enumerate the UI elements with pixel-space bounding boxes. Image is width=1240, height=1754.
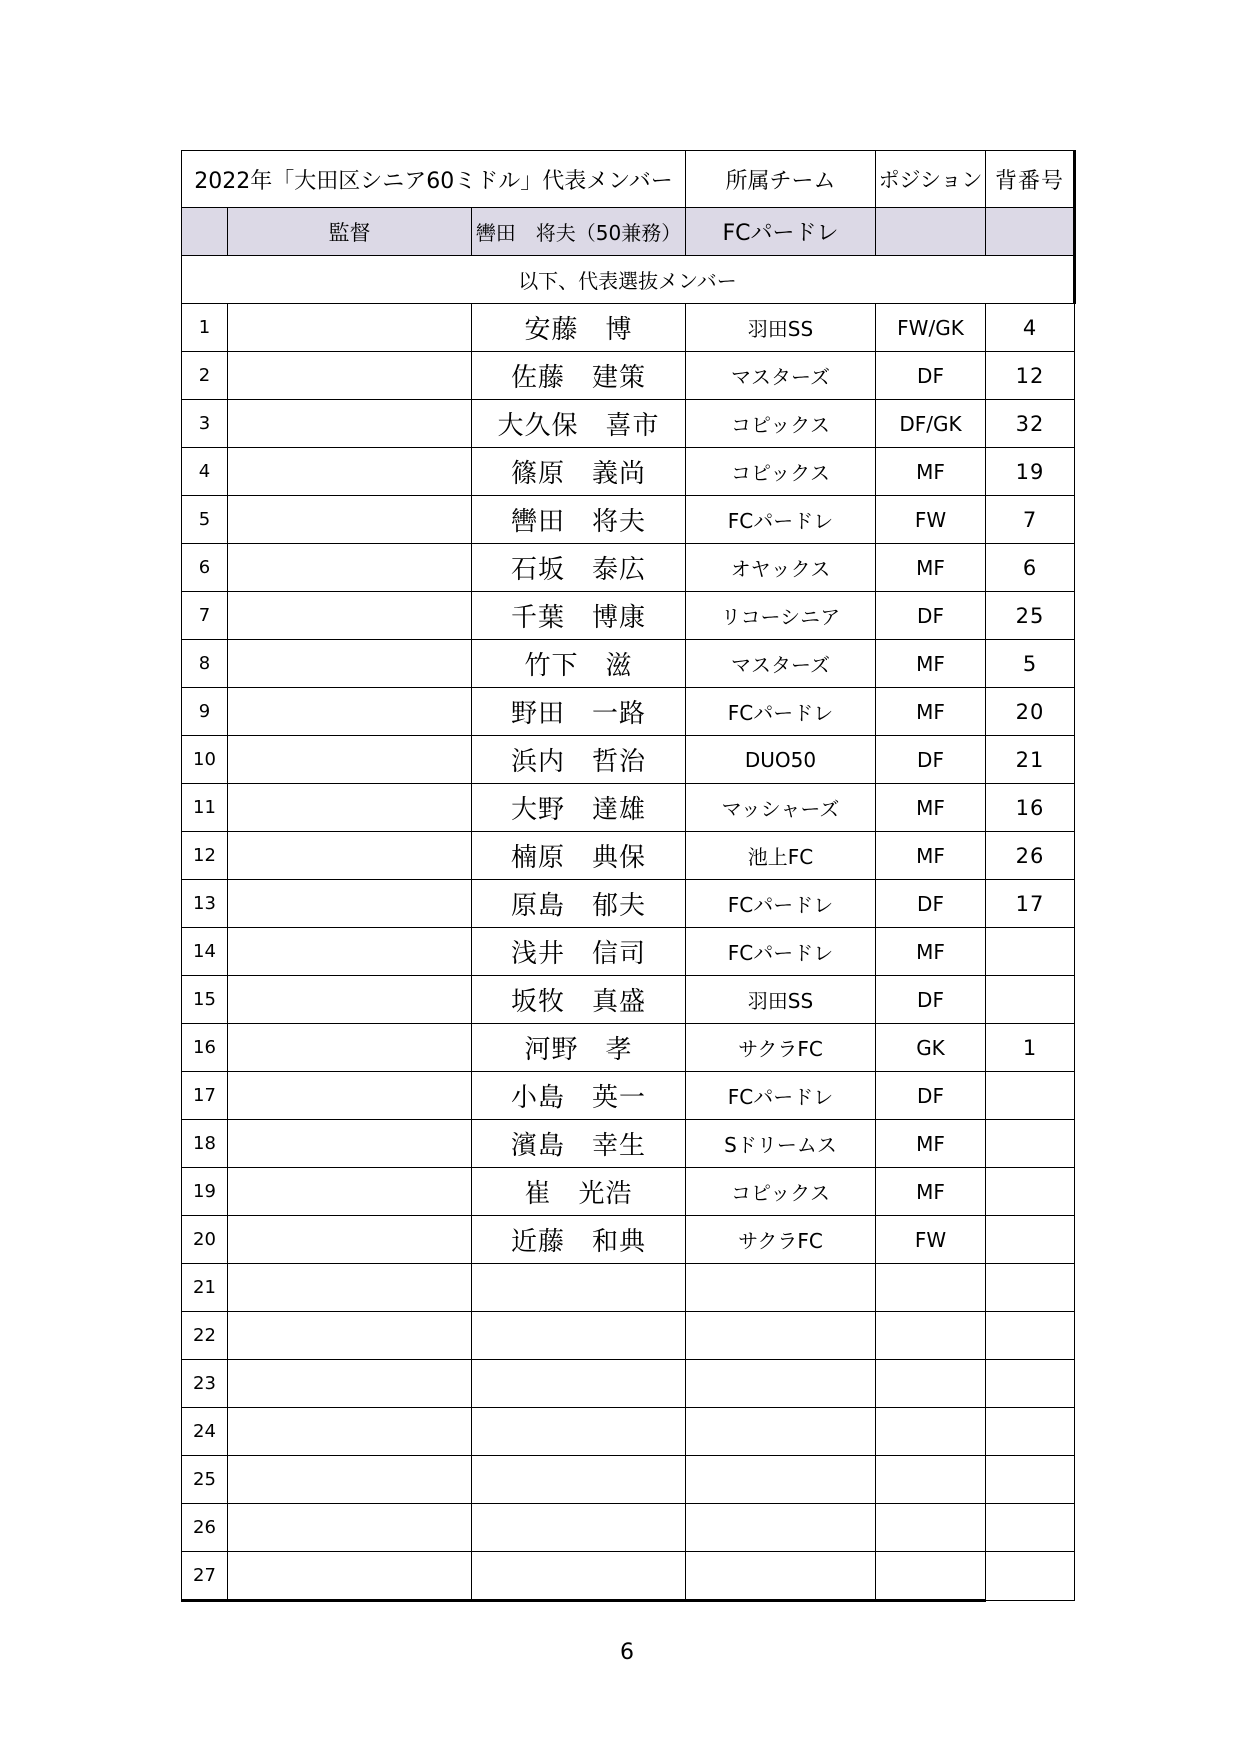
coach-num-cell [182, 208, 228, 256]
player-position: MF [876, 928, 986, 976]
blank-cell [228, 1312, 472, 1360]
player-name: 安藤 博 [472, 304, 686, 352]
row-number: 13 [182, 880, 228, 928]
table-row [182, 496, 1075, 544]
player-team: リコーシニア [686, 592, 876, 640]
player-position [876, 1264, 986, 1312]
table-row [182, 928, 1075, 976]
page-number: 6 [620, 1640, 634, 1665]
row-number: 21 [182, 1264, 228, 1312]
blank-cell [228, 832, 472, 880]
player-team: サクラFC [686, 1216, 876, 1264]
player-number: 26 [986, 832, 1075, 880]
player-team: コピックス [686, 1168, 876, 1216]
player-name: 河野 孝 [472, 1024, 686, 1072]
blank-cell [228, 1216, 472, 1264]
blank-cell [228, 304, 472, 352]
player-team [686, 1264, 876, 1312]
player-name: 大野 達雄 [472, 784, 686, 832]
table-row [182, 400, 1075, 448]
table-row [182, 304, 1075, 352]
player-number: 21 [986, 736, 1075, 784]
player-name [472, 1360, 686, 1408]
player-position [876, 1504, 986, 1552]
table-row [182, 1408, 1075, 1456]
team-column-header: 所属チーム [686, 151, 876, 208]
player-position: MF [876, 1120, 986, 1168]
header-row [182, 151, 1075, 208]
row-number: 27 [182, 1552, 228, 1601]
player-position [876, 1312, 986, 1360]
player-team: 羽田SS [686, 304, 876, 352]
row-number: 24 [182, 1408, 228, 1456]
player-position: DF [876, 592, 986, 640]
player-name [472, 1264, 686, 1312]
blank-cell [228, 640, 472, 688]
player-name: 野田 一路 [472, 688, 686, 736]
player-team: DUO50 [686, 736, 876, 784]
row-number: 14 [182, 928, 228, 976]
player-number [986, 1168, 1075, 1216]
player-position: DF [876, 880, 986, 928]
player-position: MF [876, 832, 986, 880]
row-number: 17 [182, 1072, 228, 1120]
player-number [986, 1072, 1075, 1120]
player-team: マッシャーズ [686, 784, 876, 832]
player-number [986, 1264, 1075, 1312]
player-number: 32 [986, 400, 1075, 448]
blank-cell [228, 736, 472, 784]
player-number [986, 1216, 1075, 1264]
row-number: 8 [182, 640, 228, 688]
player-position: MF [876, 544, 986, 592]
player-name: 崔 光浩 [472, 1168, 686, 1216]
player-name: 石坂 泰広 [472, 544, 686, 592]
player-team: FCパードレ [686, 688, 876, 736]
player-position: FW [876, 496, 986, 544]
player-team [686, 1408, 876, 1456]
player-team [686, 1312, 876, 1360]
player-name: 篠原 義尚 [472, 448, 686, 496]
player-position: MF [876, 688, 986, 736]
blank-cell [228, 1168, 472, 1216]
player-position: MF [876, 784, 986, 832]
blank-cell [228, 880, 472, 928]
player-team [686, 1552, 876, 1601]
player-position: DF/GK [876, 400, 986, 448]
blank-cell [228, 352, 472, 400]
row-number: 22 [182, 1312, 228, 1360]
player-position: FW/GK [876, 304, 986, 352]
player-team: 羽田SS [686, 976, 876, 1024]
player-number [986, 1360, 1075, 1408]
table-row [182, 1456, 1075, 1504]
player-name: 濱島 幸生 [472, 1120, 686, 1168]
player-position: DF [876, 736, 986, 784]
coach-position-cell [876, 208, 986, 256]
player-name [472, 1504, 686, 1552]
player-name: 浜内 哲治 [472, 736, 686, 784]
player-position: DF [876, 1072, 986, 1120]
player-name: 坂牧 真盛 [472, 976, 686, 1024]
table-row [182, 1168, 1075, 1216]
position-column-header: ポジション [876, 151, 986, 208]
row-number: 25 [182, 1456, 228, 1504]
table-row [182, 1024, 1075, 1072]
row-number: 9 [182, 688, 228, 736]
blank-cell [228, 688, 472, 736]
player-name [472, 1408, 686, 1456]
blank-cell [228, 1456, 472, 1504]
player-team: FCパードレ [686, 880, 876, 928]
blank-cell [228, 1264, 472, 1312]
player-name: 近藤 和典 [472, 1216, 686, 1264]
player-team [686, 1360, 876, 1408]
player-number: 17 [986, 880, 1075, 928]
subheader: 以下、代表選抜メンバー [182, 256, 1075, 304]
player-team: マスターズ [686, 352, 876, 400]
table-row [182, 1072, 1075, 1120]
coach-row [182, 208, 1075, 256]
player-team: Sドリームス [686, 1120, 876, 1168]
player-position [876, 1552, 986, 1601]
player-position [876, 1408, 986, 1456]
player-number: 5 [986, 640, 1075, 688]
player-number [986, 1504, 1075, 1552]
table-row [182, 688, 1075, 736]
player-team: FCパードレ [686, 928, 876, 976]
player-name: 小島 英一 [472, 1072, 686, 1120]
row-number: 18 [182, 1120, 228, 1168]
player-number: 25 [986, 592, 1075, 640]
row-number: 4 [182, 448, 228, 496]
blank-cell [228, 592, 472, 640]
player-team: 池上FC [686, 832, 876, 880]
blank-cell [228, 544, 472, 592]
table-row [182, 544, 1075, 592]
row-number: 20 [182, 1216, 228, 1264]
table-row [182, 592, 1075, 640]
player-number: 19 [986, 448, 1075, 496]
blank-cell [228, 448, 472, 496]
table-row [182, 832, 1075, 880]
player-number: 20 [986, 688, 1075, 736]
player-position: DF [876, 976, 986, 1024]
row-number: 15 [182, 976, 228, 1024]
blank-cell [228, 1072, 472, 1120]
row-number: 16 [182, 1024, 228, 1072]
player-team [686, 1504, 876, 1552]
player-number [986, 1456, 1075, 1504]
row-number: 3 [182, 400, 228, 448]
row-number: 1 [182, 304, 228, 352]
player-position: GK [876, 1024, 986, 1072]
blank-cell [228, 928, 472, 976]
player-position: MF [876, 448, 986, 496]
table-row [182, 1312, 1075, 1360]
player-number: 12 [986, 352, 1075, 400]
row-number: 7 [182, 592, 228, 640]
player-team: FCパードレ [686, 496, 876, 544]
coach-team: FCパードレ [686, 208, 876, 256]
row-number: 23 [182, 1360, 228, 1408]
player-name: 竹下 滋 [472, 640, 686, 688]
blank-cell [228, 496, 472, 544]
player-position: FW [876, 1216, 986, 1264]
coach-number-cell [986, 208, 1075, 256]
player-position: MF [876, 640, 986, 688]
table-row [182, 448, 1075, 496]
row-number: 26 [182, 1504, 228, 1552]
player-name: 楠原 典保 [472, 832, 686, 880]
player-team: コピックス [686, 448, 876, 496]
table-title: 2022年「大田区シニア60ミドル」代表メンバー [182, 151, 686, 208]
player-number [986, 976, 1075, 1024]
blank-cell [228, 1024, 472, 1072]
player-team: オヤックス [686, 544, 876, 592]
player-number: 6 [986, 544, 1075, 592]
blank-cell [228, 1504, 472, 1552]
blank-cell [228, 1360, 472, 1408]
player-number [986, 1552, 1075, 1601]
player-number: 4 [986, 304, 1075, 352]
coach-name: 轡田 将夫（50兼務） [472, 208, 686, 256]
player-name: 佐藤 建策 [472, 352, 686, 400]
table-row [182, 736, 1075, 784]
number-column-header: 背番号 [986, 151, 1075, 208]
blank-cell [228, 976, 472, 1024]
player-position: DF [876, 352, 986, 400]
table-row [182, 1264, 1075, 1312]
table-row [182, 1504, 1075, 1552]
table-row [182, 640, 1075, 688]
table-row [182, 784, 1075, 832]
table-row [182, 880, 1075, 928]
row-number: 11 [182, 784, 228, 832]
player-name: 浅井 信司 [472, 928, 686, 976]
player-team: コピックス [686, 400, 876, 448]
player-position [876, 1360, 986, 1408]
table-row [182, 1120, 1075, 1168]
table-row [182, 1216, 1075, 1264]
player-team: FCパードレ [686, 1072, 876, 1120]
player-team: マスターズ [686, 640, 876, 688]
coach-label: 監督 [228, 208, 472, 256]
blank-cell [228, 784, 472, 832]
table-row [182, 1360, 1075, 1408]
row-number: 12 [182, 832, 228, 880]
player-number: 7 [986, 496, 1075, 544]
blank-cell [228, 1408, 472, 1456]
table-row [182, 1552, 1075, 1601]
row-number: 2 [182, 352, 228, 400]
player-number [986, 1312, 1075, 1360]
table-row [182, 352, 1075, 400]
subheader-row [182, 256, 1075, 304]
blank-cell [228, 1552, 472, 1601]
blank-cell [228, 400, 472, 448]
player-name [472, 1456, 686, 1504]
row-number: 6 [182, 544, 228, 592]
player-name: 大久保 喜市 [472, 400, 686, 448]
player-team: サクラFC [686, 1024, 876, 1072]
player-team [686, 1456, 876, 1504]
player-number: 16 [986, 784, 1075, 832]
row-number: 10 [182, 736, 228, 784]
roster-table [181, 150, 1076, 1602]
player-position: MF [876, 1168, 986, 1216]
blank-cell [228, 1120, 472, 1168]
player-name: 千葉 博康 [472, 592, 686, 640]
player-name [472, 1552, 686, 1601]
row-number: 19 [182, 1168, 228, 1216]
player-number [986, 1120, 1075, 1168]
player-number: 1 [986, 1024, 1075, 1072]
table-row [182, 976, 1075, 1024]
row-number: 5 [182, 496, 228, 544]
player-number [986, 928, 1075, 976]
player-name: 轡田 将夫 [472, 496, 686, 544]
player-number [986, 1408, 1075, 1456]
player-position [876, 1456, 986, 1504]
player-name [472, 1312, 686, 1360]
player-name: 原島 郁夫 [472, 880, 686, 928]
